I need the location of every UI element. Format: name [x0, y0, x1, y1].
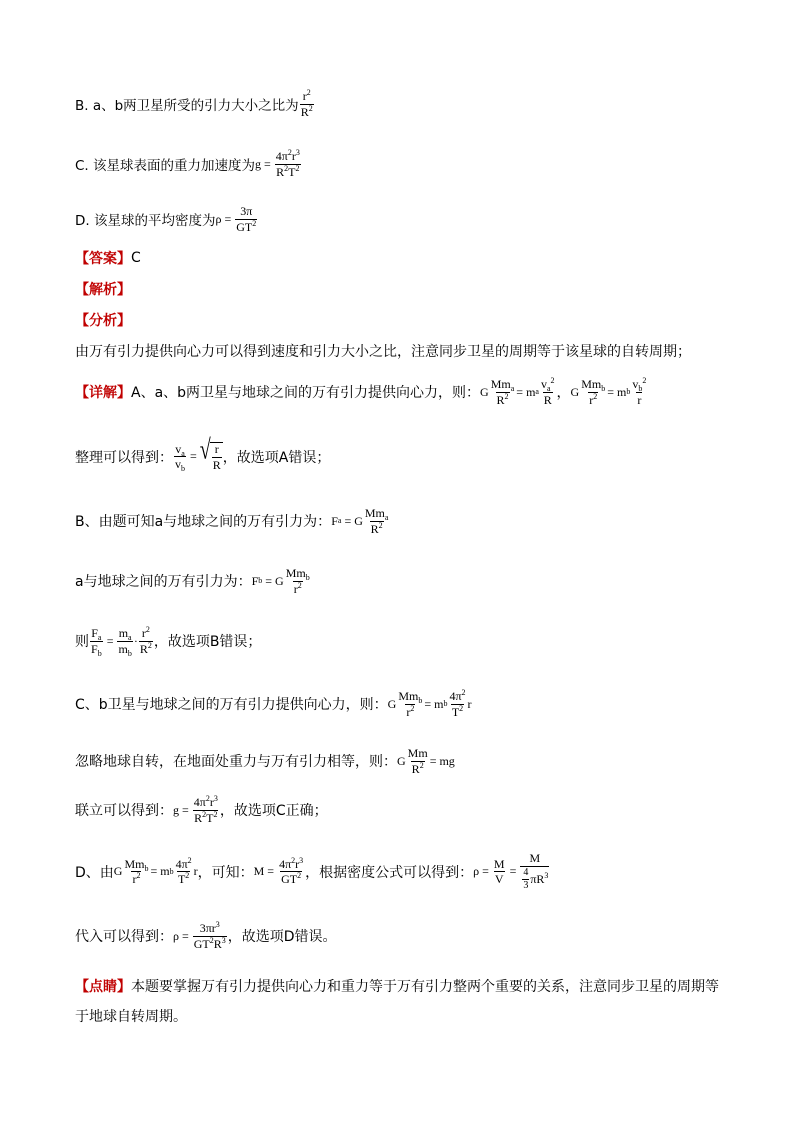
- detail-line-8: 联立可以得到： g = $4\pi^2r^3$ $R^2T^2$ ，故选项C正确；: [75, 794, 328, 825]
- detail-line-7: 忽略地球自转，在地面处重力与万有引力相等，则： G Mm $R^2$ = mg: [75, 746, 455, 776]
- option-b-text: B. a、b两卫星所受的引力大小之比为: [75, 98, 299, 115]
- detail-line-9: D、由 G $Mm_b$ $r^2$ = m b $4\pi^2$ $T^2$ r ，可知： M = $4\pi^2r^3$ $GT^2$ ，根据密度公式可以得到： ρ = M V = M $\frac{4}{3}$ $\pi R^3$: [75, 851, 549, 892]
- surface-gravity-formula: G Mm $R^2$ = mg: [397, 746, 455, 776]
- detail-line-1: 【详解】 A、a、b两卫星与地球之间的万有引力提供向心力，则： G $Mm_a$ $R^2$ = m a $v_a^2$ R ， G $Mm_b$ $r^2$ = m b $v_b^2$ r: [75, 376, 647, 407]
- option-c: [75, 150, 302, 178]
- mass-formula: M = $4\pi^2r^3$ $GT^2$: [253, 855, 304, 887]
- detail-formula-2: G $Mm_b$ $r^2$ = m b $v_b^2$ r: [570, 376, 647, 407]
- answer-value: C: [131, 250, 141, 266]
- answer-label: 【答案】: [75, 251, 131, 267]
- option-c-formula: g = $4\pi^2r^3$ $R^2T^2$: [255, 148, 300, 179]
- fenxi-heading: 【分析】: [75, 313, 131, 329]
- g-result-formula: g = $4\pi^2r^3$ $R^2T^2$: [173, 794, 218, 825]
- force-b-formula: F b = G $Mm_b$ $r^2$: [251, 566, 310, 596]
- option-b: [75, 90, 315, 118]
- option-c-text: C. 该星球表面的重力加速度为: [75, 158, 256, 175]
- jiexi-heading: 【解析】: [75, 282, 131, 298]
- analysis-text: 由万有引力提供向心力可以得到速度和引力大小之比，注意同步卫星的周期等于该星球的自转周期；: [75, 344, 691, 360]
- detail-line-6: C、b卫星与地球之间的万有引力提供向心力，则： G $Mm_b$ $r^2$ = m b $4\pi^2$ $T^2$ r: [75, 688, 472, 719]
- option-b-formula: $r^2$ $R^2$: [300, 88, 313, 119]
- satellite-b-formula: G $Mm_b$ $r^2$ = m b $4\pi^2$ $T^2$ r: [387, 688, 472, 719]
- density-formula: ρ = M V = M $\frac{4}{3}$ $\pi R^3$: [473, 851, 549, 892]
- option-d-text: D. 该星球的平均密度为: [75, 213, 216, 230]
- option-d-formula: ρ = 3π $GT^2$: [215, 204, 257, 234]
- detail-line-2: 整理可以得到： $v_a$ $v_b$ = √ r R ，故选项A错误；: [75, 434, 331, 474]
- detail-line-5: 则 $F_a$ $F_b$ = $m_a$ $m_b$ · $r^2$ $R^2$ ，故选项B错误；: [75, 625, 262, 658]
- density-result-formula: ρ = $3\pi r^3$ $GT^2R^3$: [173, 920, 226, 951]
- comment-text: 本题要掌握万有引力提供向心力和重力等于万有引力整两个重要的关系，注意同步卫星的周期等于地球自转周期。: [75, 979, 719, 1025]
- velocity-ratio-formula: $v_a$ $v_b$ = √ r R: [175, 434, 221, 474]
- detail-line-4: a与地球之间的万有引力为： F b = G $Mm_b$ $r^2$: [75, 566, 310, 596]
- option-d: [75, 205, 258, 233]
- answer-line: [75, 248, 141, 268]
- detail-formula-1: G $Mm_a$ $R^2$ = m a $v_a^2$ R: [480, 376, 555, 407]
- force-a-formula: F a = G $Mm_a$ $R^2$: [331, 506, 389, 536]
- comment-paragraph: [75, 972, 725, 1032]
- d-formula-1: G $Mm_b$ $r^2$ = m b $4\pi^2$ $T^2$ r: [113, 855, 198, 887]
- detail-line-3: B、由题可知a与地球之间的万有引力为： F a = G $Mm_a$ $R^2$: [75, 506, 389, 536]
- detail-line-10: 代入可以得到： ρ = $3\pi r^3$ $GT^2R^3$ ，故选项D错误。: [75, 920, 337, 951]
- detail-label: 【详解】: [75, 385, 131, 402]
- force-ratio-formula: $F_a$ $F_b$ = $m_a$ $m_b$ · $r^2$ $R^2$: [91, 625, 152, 658]
- comment-label: 【点睛】: [75, 979, 131, 995]
